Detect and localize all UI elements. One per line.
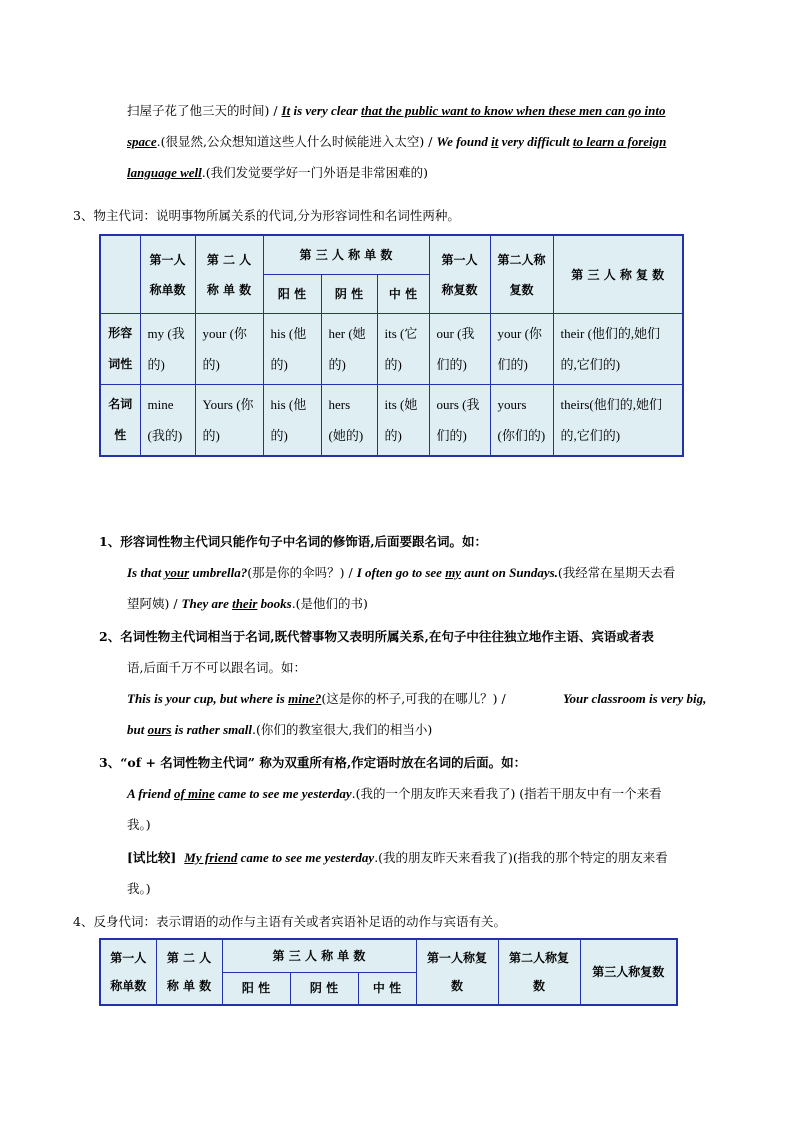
hdr-fem-text: 阴 性 <box>334 287 364 301</box>
intro-ex2-it: it <box>491 134 499 149</box>
table-cell <box>377 385 429 457</box>
table-cell <box>553 314 683 385</box>
intro-inf-end: language well <box>127 165 202 180</box>
r-hdr-second-plural-text: 第二人称复数 <box>508 951 569 993</box>
table-cell <box>195 385 263 457</box>
hdr-third-plural-text: 第 三 人 称 复 数 <box>571 267 665 282</box>
r-hdr-second-singular <box>156 939 222 1005</box>
point-3-title <box>99 753 526 773</box>
r-hdr-masc-text: 阳 性 <box>241 981 271 996</box>
point-3-title-text: 3、“of + 名词性物主代词” 称为双重所有格,作定语时放在名词的后面。如： <box>99 755 527 770</box>
ex-text: but <box>127 722 148 737</box>
ex-text: Your classroom is very big, <box>563 691 707 706</box>
hdr-first-plural <box>429 235 490 314</box>
table-cell <box>263 314 321 385</box>
reflexive-table <box>99 938 678 1006</box>
intro-line-1 <box>127 101 665 121</box>
ex-underlined: my <box>445 565 462 580</box>
cell-text: its (她的) <box>384 397 418 443</box>
cell-text: her (她的) <box>328 326 366 372</box>
table-cell <box>490 385 553 457</box>
ex-cn: .(我的朋友昨天来看我了)(指我的那个特定的朋友来看 <box>374 850 668 865</box>
hdr-first-singular-text: 第一人称单数 <box>149 252 186 297</box>
ex-text: aunt on Sundays. <box>461 565 558 580</box>
point-3-compare-line <box>127 848 668 868</box>
r-hdr-second-plural <box>498 939 580 1005</box>
ex-text: I often go to see <box>356 565 446 580</box>
row-label-adjective-text: 形容词性 <box>108 326 133 371</box>
point-3-compare-line-2 <box>127 879 151 899</box>
hdr-second-plural-text: 第二人称复数 <box>497 252 546 297</box>
ex-underlined: My friend <box>184 850 238 865</box>
table-cell <box>195 314 263 385</box>
hdr-fem <box>321 275 377 314</box>
hdr-third-singular <box>263 235 429 275</box>
intro-ex2-inf: to learn a foreign <box>572 134 667 149</box>
hdr-third-plural <box>553 235 683 314</box>
point-1-title-text: 1、形容词性物主代词只能作句子中名词的修饰语,后面要跟名词。如： <box>99 534 488 549</box>
r-hdr-third-plural <box>580 939 677 1005</box>
intro-it: It <box>281 103 291 118</box>
ex-text: umbrella? <box>189 565 248 580</box>
intro-line-3 <box>127 163 428 183</box>
ex-cn: .(是他们的书) <box>291 596 368 611</box>
hdr-third-singular-text: 第 三 人 称 单 数 <box>299 248 393 262</box>
r-hdr-second-singular-text: 第 二 人 称 单 数 <box>166 951 212 993</box>
row-label-noun <box>100 385 140 457</box>
r-hdr-fem <box>290 972 358 1005</box>
ex-text: is rather small <box>171 722 252 737</box>
point-2-title-text: 2、名词性物主代词相当于名词,既代替事物又表明所属关系,在句子中往往独立地作主语、宾语或者表 <box>99 629 654 644</box>
ex-cn: 我。) <box>127 881 151 896</box>
hdr-first-plural-text: 第一人称复数 <box>441 252 478 297</box>
point-2-title-cont <box>127 658 306 678</box>
ex-text: came to see me yesterday <box>214 786 352 801</box>
ex-cn: (我经常在星期天去看 <box>557 565 676 580</box>
ex-underlined: their <box>232 596 258 611</box>
cell-text: its (它的) <box>384 326 418 372</box>
intro-cn-2: .(很显然,公众想知道这些人什么时候能进入太空) / <box>156 134 437 149</box>
section4-heading <box>73 912 506 932</box>
r-hdr-third-plural-text: 第三人称复数 <box>592 965 665 979</box>
r-hdr-first-plural-text: 第一人称复数 <box>426 951 487 993</box>
hdr-second-singular-text: 第 二 人 称 单 数 <box>206 252 252 297</box>
possessive-table <box>99 234 684 457</box>
point-1-example-line-1 <box>127 563 675 583</box>
compare-label: [试比较] <box>127 850 177 865</box>
section3-heading <box>73 206 460 226</box>
table-cell <box>429 314 490 385</box>
intro-line-2 <box>127 132 666 152</box>
r-hdr-first-plural <box>416 939 498 1005</box>
table-cell <box>490 314 553 385</box>
cell-text: mine (我的) <box>147 397 183 443</box>
table-row <box>100 385 683 457</box>
table-cell <box>429 385 490 457</box>
table-cell <box>140 385 195 457</box>
table-cell <box>377 314 429 385</box>
intro-ex2-mid: very difficult <box>498 134 573 149</box>
point-1-example-line-2 <box>127 594 368 614</box>
table-cell <box>263 385 321 457</box>
section3-heading-text: 3、物主代词：说明事物所属关系的代词,分为形容词性和名词性两种。 <box>73 208 460 223</box>
point-2-example-line-2 <box>127 720 432 740</box>
ex-text: They are <box>181 596 233 611</box>
hdr-second-singular <box>195 235 263 314</box>
hdr-neut-text: 中 性 <box>388 287 418 301</box>
cell-text: our (我们的) <box>436 326 475 372</box>
r-hdr-neut-text: 中 性 <box>372 981 402 996</box>
ex-text: A friend <box>127 786 174 801</box>
ex-cn: .(我的一个朋友昨天来看我了) (指若干朋友中有一个来看 <box>351 786 662 801</box>
r-hdr-first-singular <box>100 939 156 1005</box>
ex-cn: (那是你的伞吗？) / <box>247 565 357 580</box>
ex-underlined: of mine <box>173 786 215 801</box>
r-hdr-first-singular-text: 第一人称单数 <box>110 951 147 993</box>
cell-text: hers (她的) <box>328 397 364 443</box>
ex-text: came to see me yesterday <box>237 850 375 865</box>
point-3-example-line-2 <box>127 815 151 835</box>
corner-cell <box>100 235 140 314</box>
hdr-masc-text: 阳 性 <box>277 287 307 301</box>
cell-text: Yours (你的) <box>202 397 254 443</box>
ex-cn: 望阿姨) / <box>127 596 182 611</box>
table-cell <box>321 385 377 457</box>
cell-text: yours (你们的) <box>497 397 546 443</box>
cell-text: his (他的) <box>270 326 307 372</box>
ex-cn: (这是你的杯子,可我的在哪儿？) / <box>321 691 506 706</box>
r-hdr-third-singular-text: 第 三 人 称 单 数 <box>272 948 366 963</box>
ex-cn: 我。) <box>127 817 151 832</box>
cell-text: your (你们的) <box>497 326 542 372</box>
r-hdr-third-singular <box>222 939 416 972</box>
hdr-neut <box>377 275 429 314</box>
intro-clause-end: space <box>127 134 157 149</box>
point-3-example-line-1 <box>127 784 662 804</box>
ex-text: books <box>257 596 292 611</box>
intro-ex1-mid: is very clear <box>290 103 361 118</box>
cell-text: my (我的) <box>147 326 185 372</box>
point-2-example-b <box>563 689 706 709</box>
section4-heading-text: 4、反身代词：表示谓语的动作与主语有关或者宾语补足语的动作与宾语有关。 <box>73 914 506 929</box>
point-2-example-line-1 <box>127 689 506 709</box>
ex-cn: .(你们的教室很大,我们的相当小) <box>252 722 433 737</box>
ex-underlined: mine? <box>288 691 322 706</box>
r-hdr-fem-text: 阴 性 <box>309 981 339 996</box>
hdr-first-singular <box>140 235 195 314</box>
intro-ex2-pre: We found <box>436 134 492 149</box>
point-2-title-cont-text: 语,后面千万不可以跟名词。如： <box>127 660 306 675</box>
cell-text: ours (我们的) <box>436 397 480 443</box>
point-1-title <box>99 532 487 552</box>
r-hdr-neut <box>358 972 416 1005</box>
ex-underlined: your <box>164 565 190 580</box>
table-row <box>100 314 683 385</box>
intro-cn-3: .(我们发觉要学好一门外语是非常困难的) <box>201 165 428 180</box>
cell-text: his (他的) <box>270 397 307 443</box>
point-2-title <box>99 627 654 647</box>
ex-text: This is your cup, but where is <box>127 691 289 706</box>
table-cell <box>140 314 195 385</box>
r-hdr-masc <box>222 972 290 1005</box>
intro-clause: that the public want to know when these men can go into <box>360 103 666 118</box>
row-label-noun-text: 名词性 <box>108 397 133 442</box>
cell-text: theirs(他们的,她们的,它们的) <box>560 397 662 443</box>
hdr-masc <box>263 275 321 314</box>
ex-text: Is that <box>127 565 165 580</box>
cell-text: their (他们的,她们的,它们的) <box>560 326 661 372</box>
table-cell <box>553 385 683 457</box>
hdr-second-plural <box>490 235 553 314</box>
row-label-adjective <box>100 314 140 385</box>
intro-cn-1: 扫屋子花了他三天的时间) / <box>127 103 282 118</box>
cell-text: your (你的) <box>202 326 247 372</box>
ex-underlined: ours <box>147 722 172 737</box>
table-cell <box>321 314 377 385</box>
